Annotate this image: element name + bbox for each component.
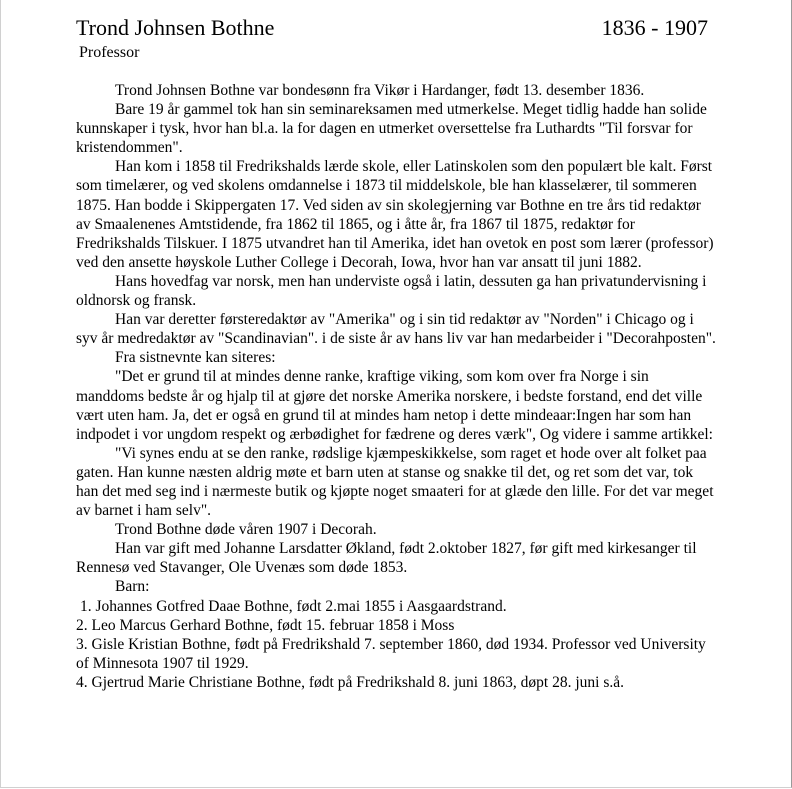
life-years: 1836 - 1907 [601,15,708,40]
paragraph-children-heading: Barn: [115,578,150,596]
children-list [76,597,716,692]
biography-body [76,81,716,692]
paragraph-subjects: Hans hovedfag var norsk, men han underviste også i latin, dessuten ga han privatundervisning i oldnorsk og fransk. [76,272,707,310]
occupation: Professor [79,44,140,61]
child-item: 3. Gisle Kristian Bothne, født på Fredrikshald 7. september 1860, død 1934. Professor ved University of Minnesota 1907 til 1929. [76,635,706,672]
paragraph-quote-1: "Det er grund til at mindes denne ranke, kraftige viking, som kom over fra Norge i sin manddoms bedste år og hjalp til at gjøre det norske Amerika norskere, i bedste forstand, end det ville vært uten ham. Ja, det er også en grund til at mindes ham netop i dette mindeaar:Ingen har som han indpodet i vor ungdom respekt og ærbødighet for fædrene og deres værk", Og videre i samme artikkel: [76,368,713,443]
paragraph-marriage: Han var gift med Johanne Larsdatter Økland, født 2.oktober 1827, før gift med kirkesanger til Rennesø ved Stavanger, Ole Uvenæs som døde 1853. [76,540,697,577]
paragraph-education: Bare 19 år gammel tok han sin seminareksamen med utmerkelse. Meget tidlig hadde han solide kunnskaper i tysk, hvor han bl.a. la for dagen en utmerket oversettelse fra Luthardts "Til forsvar for kristendommen". [76,101,707,157]
child-item: 1. Johannes Gotfred Daae Bothne, født 2.mai 1855 i Aasgaardstrand. [80,597,507,615]
paragraph-career: Han kom i 1858 til Fredrikshalds lærde skole, eller Latinskolen som den populært ble kalt. Først som timelærer, og ved skolens omdannelse i 1873 til middelskole, ble han klasselærer, til sommeren 1875. Han bodde i Skippergaten 17. Ved siden av sin skolegjerning var Bothne en tre års tid redaktør av Smaalenenes Amtstidende, fra 1862 til 1865, og i åtte år, fra 1867 til 1875, redaktør for Fredrikshalds Tilskuer. I 1875 utvandret han til Amerika, idet han ovetok en post som lærer (professor) ved den ansette høyskole Luther College i Decorah, Iowa, hvor han var ansatt til juni 1882. [76,158,714,271]
paragraph-death: Trond Bothne døde våren 1907 i Decorah. [115,521,377,539]
paragraph-birth: Trond Johnsen Bothne var bondesønn fra Vikør i Hardanger, født 13. desember 1836. [115,82,645,99]
paragraph-quote-intro: Fra sistnevnte kan siteres: [115,349,276,367]
paragraph-quote-2: "Vi synes endu at se den ranke, rødslige kjæmpeskikkelse, som raget et hode over alt folket paa gaten. Han kunne næsten aldrig møte et barn uten at stanse og snakke til det, og ret som det var, tok han det med seg ind i nærmeste butik og kjøpte noget smaateri for at glæde den lille. For det var meget av barnet i ham selv". [76,444,714,520]
child-item: 2. Leo Marcus Gerhard Bothne, født 15. februar 1858 i Moss [76,616,455,634]
child-item: 4. Gjertrud Marie Christiane Bothne, født på Fredrikshald 8. juni 1863, døpt 28. juni s.å. [76,673,625,691]
header [76,14,708,44]
person-name: Trond Johnsen Bothne [76,15,275,40]
paragraph-editor: Han var deretter førsteredaktør av "Amerika" og i sin tid redaktør av "Norden" i Chicago og i syv år medredaktør av "Scandinavian". i de siste år av hans liv var han medarbeider i "Decorahposten". [76,311,716,348]
